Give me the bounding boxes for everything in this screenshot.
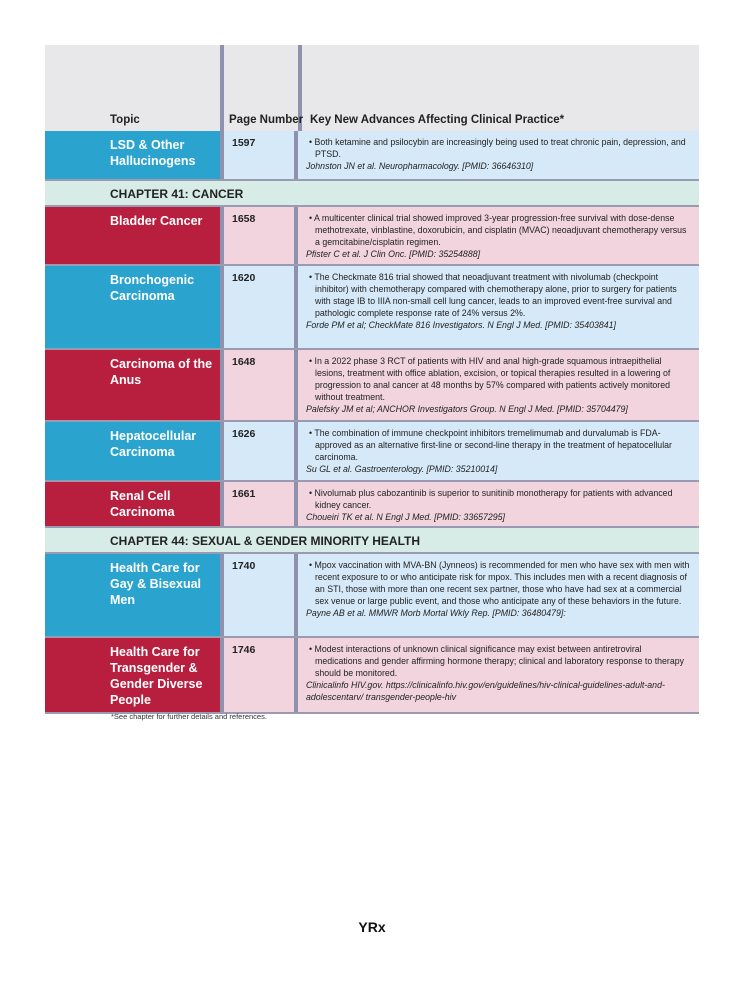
topic-cell: Hepatocellular Carcinoma — [45, 422, 220, 480]
footnote: *See chapter for further details and references. — [111, 712, 267, 721]
advance-text: • Modest interactions of unknown clinical significance may exist between antiretroviral medications and gender affirming hormone therapy; clinical and laboratory response to therapy should be monitored. — [309, 644, 685, 678]
advance-cell — [298, 131, 699, 179]
topic-cell: Bladder Cancer — [45, 207, 220, 264]
table-row — [45, 422, 699, 482]
advances-column-header: Key New Advances Affecting Clinical Practice* — [310, 114, 565, 126]
advance-cell — [298, 638, 699, 712]
topic-cell: Carcinoma of the Anus — [45, 350, 220, 420]
page-number-cell: 1597 — [220, 131, 298, 179]
column-divider — [220, 45, 224, 131]
page-number-cell: 1658 — [220, 207, 298, 264]
table-row — [45, 266, 699, 350]
advance-cell — [298, 207, 699, 264]
table-header — [45, 45, 699, 131]
table-row — [45, 207, 699, 266]
topic-cell: Bronchogenic Carcinoma — [45, 266, 220, 348]
page-number-column-header: Page Number — [229, 114, 304, 126]
reference-text: Palefsky JM et al; ANCHOR Investigators Group. N Engl J Med. [PMID: 35704479] — [306, 404, 628, 414]
advance-text: • The combination of immune checkpoint inhibitors tremelimumab and durvalumab is FDA-approved as an alternative first-line or second-line therapy in the treatment of hepatocellular carcinoma. — [309, 428, 672, 462]
chapter-heading: CHAPTER 41: CANCER — [45, 181, 699, 207]
advances-table — [45, 45, 699, 714]
table-row — [45, 554, 699, 638]
advance-text: • In a 2022 phase 3 RCT of patients with HIV and anal high-grade squamous intraepithelial lesions, treatment with office ablation, excision, or topical therapies resulted in a lowering of progression to anal cancer at 48 months by 57% compared with patients actively monitored without treatment. — [309, 356, 671, 402]
advance-cell — [298, 350, 699, 420]
table-row — [45, 638, 699, 714]
advance-cell — [298, 554, 699, 636]
chapter-heading: CHAPTER 44: SEXUAL & GENDER MINORITY HEALTH — [45, 528, 699, 554]
advance-text: • The Checkmate 816 trial showed that neoadjuvant treatment with nivolumab (checkpoint inhibitor) with chemotherapy compared with chemotherapy alone, prior to surgery for patients with stage IB to IIIA non-small cell lung cancer, leads to an improved event-free survival and pathologic complete response rate of 24% versus 2%. — [309, 272, 677, 318]
reference-text: Pfister C et al. J Clin Onc. [PMID: 35254888] — [306, 249, 481, 259]
page-footer-logo: YRx — [358, 919, 386, 935]
advance-text: • Nivolumab plus cabozantinib is superior to sunitinib monotherapy for patients with advanced kidney cancer. — [309, 488, 673, 510]
topic-cell: Health Care for Gay & Bisexual Men — [45, 554, 220, 636]
topic-cell: Health Care for Transgender & Gender Diverse People — [45, 638, 220, 712]
page-number-cell: 1648 — [220, 350, 298, 420]
advance-cell — [298, 482, 699, 526]
advance-cell — [298, 266, 699, 348]
table-row — [45, 131, 699, 181]
reference-text: Su GL et al. Gastroenterology. [PMID: 35210014] — [306, 464, 498, 474]
page-number-cell: 1746 — [220, 638, 298, 712]
page-number-cell: 1620 — [220, 266, 298, 348]
topic-column-header: Topic — [110, 114, 140, 126]
reference-text: Forde PM et al; CheckMate 816 Investigators. N Engl J Med. [PMID: 35403841] — [306, 320, 616, 330]
advance-cell — [298, 422, 699, 480]
table-row — [45, 482, 699, 528]
topic-cell: Renal Cell Carcinoma — [45, 482, 220, 526]
page-number-cell: 1626 — [220, 422, 298, 480]
table-row — [45, 350, 699, 422]
page-number-cell: 1740 — [220, 554, 298, 636]
advance-text: • Both ketamine and psilocybin are increasingly being used to treat chronic pain, depression, and PTSD. — [309, 137, 686, 159]
reference-text: Clinicalinfo HIV.gov. https://clinicalinfo.hiv.gov/en/guidelines/hiv-clinical-guidelines-adult-and-adolescentarv/ transgender-people-hiv — [306, 680, 665, 702]
page-number-cell: 1661 — [220, 482, 298, 526]
advance-text: • A multicenter clinical trial showed improved 3-year progression-free survival with dose-dense methotrexate, vinblastine, doxorubicin, and cisplatin (MVAC) neoadjuvant chemotherapy versus a gemcitabine/cisplatin regimen. — [309, 213, 687, 247]
reference-text: Choueiri TK et al. N Engl J Med. [PMID: 33657295] — [306, 512, 506, 522]
reference-text: Johnston JN et al. Neuropharmacology. [PMID: 36646310] — [306, 161, 534, 171]
topic-cell: LSD & Other Hallucinogens — [45, 131, 220, 179]
reference-text: Payne AB et al. MMWR Morb Mortal Wkly Rep. [PMID: 36480479]: — [306, 608, 566, 618]
advance-text: • Mpox vaccination with MVA-BN (Jynneos) is recommended for men who have sex with men with recent exposure to or who anticipate risk for mpox. This includes men with a recent diagnosis of an STI, those with more than one recent sex partner, those who have had sex at a commercial sex venue or large public event, and those who anticipate any of these behaviors in the future. — [309, 560, 690, 606]
